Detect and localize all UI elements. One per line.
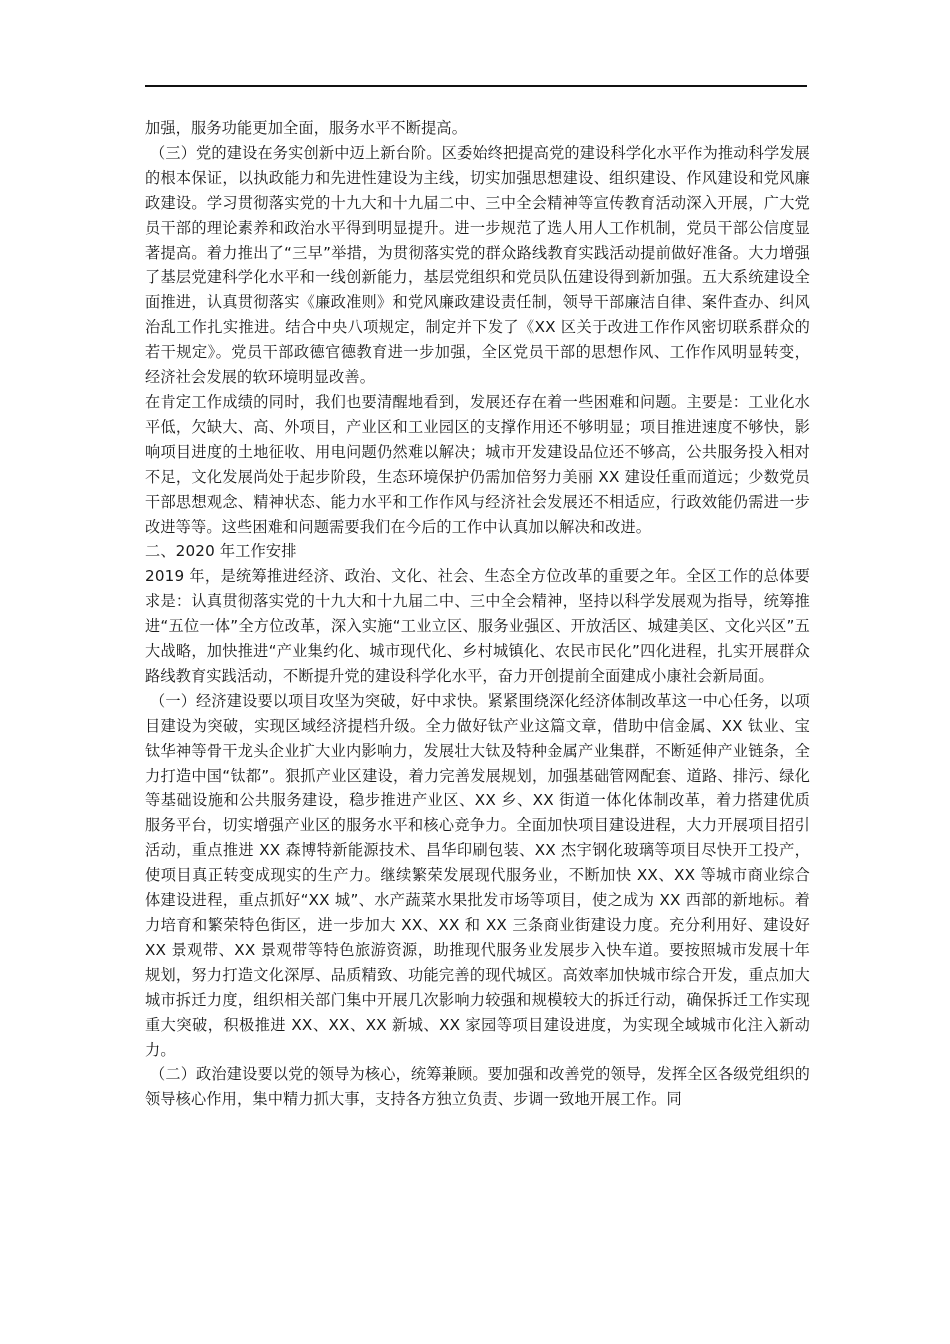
document-body: [145, 116, 815, 1112]
paragraph-continuation: 加强，服务功能更加全面，服务水平不断提高。: [145, 119, 468, 137]
paragraph-overall-requirements: 2019 年，是统筹推进经济、政治、文化、社会、生态全方位改革的重要之年。全区工作的总体要求是：认真贯彻落实党的十九大和十九届二中、三中全会精神，坚持以科学发展观为指导，统筹推进“五位一体”全方位改革，深入实施“工业立区、服务业强区、开放活区、城建美区、文化兴区”五大战略，加快推进“产业集约化、城市现代化、乡村城镇化、农民市民化”四化进程，扎实开展群众路线教育实践活动，不断提升党的建设科学化水平，奋力开创提前全面建成小康社会新局面。: [145, 567, 810, 685]
paragraph-party-building: （三）党的建设在务实创新中迈上新台阶。区委始终把提高党的建设科学化水平作为推动科学发展的根本保证，以执政能力和先进性建设为主线，切实加强思想建设、组织建设、作风建设和党风廉政建设。学习贯彻落实党的十九大和十九届二中、三中全会精神等宣传教育活动深入开展，广大党员干部的理论素养和政治水平得到明显提升。进一步规范了选人用人工作机制，党员干部公信度显著提高。着力推出了“三早”举措，为贯彻落实党的群众路线教育实践活动提前做好准备。大力增强了基层党建科学化水平和一线创新能力，基层党组织和党员队伍建设得到新加强。五大系统建设全面推进，认真贯彻落实《廉政准则》和党风廉政建设责任制，领导干部廉洁自律、案件查办、纠风治乱工作扎实推进。结合中央八项规定，制定并下发了《XX 区关于改进工作作风密切联系群众的若干规定》。党员干部政德官德教育进一步加强，全区党员干部的思想作风、工作作风明显转变，经济社会发展的软环境明显改善。: [145, 143, 811, 387]
header-rule: [145, 85, 807, 87]
paragraph-problems: 在肯定工作成绩的同时，我们也要清醒地看到，发展还存在着一些困难和问题。主要是：工业化水平低，欠缺大、高、外项目，产业区和工业园区的支撑作用还不够明显；项目推进速度不够快，影响项目进度的土地征收、用电问题仍然难以解决；城市开发建设品位还不够高，公共服务投入相对不足，文化发展尚处于起步阶段，生态环境保护仍需加倍努力美丽 XX 建设任重而道远；少数党员干部思想观念、精神状态、能力水平和工作作风与经济社会发展还不相适应，行政效能仍需进一步改进等等。这些困难和问题需要我们在今后的工作中认真加以解决和改进。: [145, 392, 810, 536]
paragraph-political-construction: （二）政治建设要以党的领导为核心，统筹兼顾。要加强和改善党的领导，发挥全区各级党组织的领导核心作用，集中精力抓大事，支持各方独立负责、步调一致地开展工作。同: [145, 1065, 811, 1109]
section-heading-2020-plan: 二、2020 年工作安排: [145, 542, 297, 561]
paragraph-economic-construction: （一）经济建设要以项目攻坚为突破，好中求快。紧紧围绕深化经济体制改革这一中心任务，以项目建设为突破，实现区域经济提档升级。全力做好钛产业这篇文章，借助中信金属、XX 钛业、宝钛华神等骨干龙头企业扩大业内影响力，发展壮大钛及特种金属产业集群，不断延伸产业链条，全力打造中国“钛都”。狠抓产业区建设，着力完善发展规划，加强基础管网配套、道路、排污、绿化等基础设施和公共服务建设，稳步推进产业区、XX 乡、XX 街道一体化体制改革，着力搭建优质服务平台，切实增强产业区的服务水平和核心竞争力。全面加快项目建设进程，大力开展项目招引活动，重点推进 XX 森博特新能源技术、昌华印刷包装、XX 杰宇钢化玻璃等项目尽快开工投产，使项目真正转变成现实的生产力。继续繁荣发展现代服务业，不断加快 XX、XX 等城市商业综合体建设进程，重点抓好“XX 城”、水产蔬菜水果批发市场等项目，使之成为 XX 西部的新地标。着力培育和繁荣特色街区，进一步加大 XX、XX 和 XX 三条商业街建设力度。充分利用好、建设好 XX 景观带、XX 景观带等特色旅游资源，助推现代服务业发展步入快车道。要按照城市发展十年规划，努力打造文化深厚、品质精致、功能完善的现代城区。高效率加快城市综合开发，重点加大城市拆迁力度，组织相关部门集中开展几次影响力较强和规模较大的拆迁行动，确保拆迁工作实现重大突破，积极推进 XX、XX、XX 新城、XX 家园等项目建设进度，为实现全域城市化注入新动力。: [145, 691, 815, 1059]
